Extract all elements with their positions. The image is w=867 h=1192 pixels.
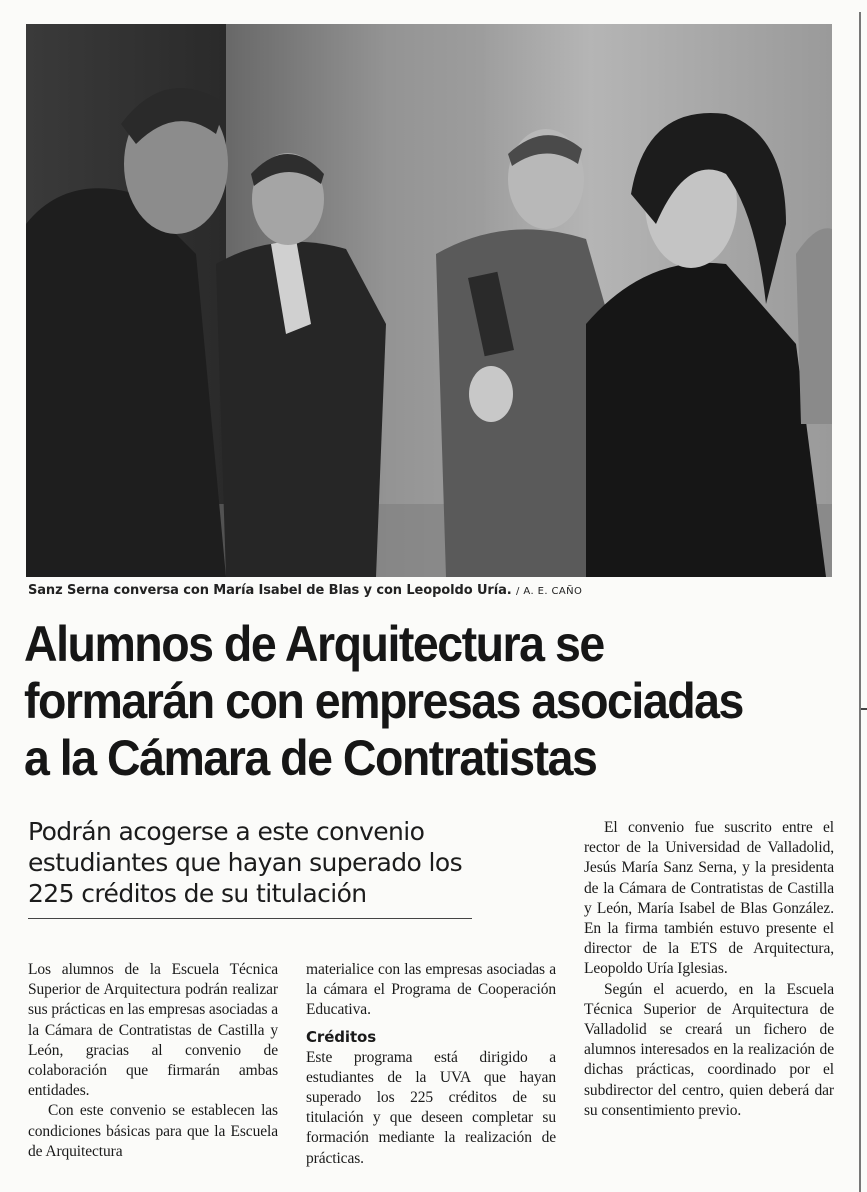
headline-line-3: a la Cámara de Contratistas bbox=[24, 730, 597, 786]
section-subtitle: Créditos bbox=[306, 1027, 377, 1046]
paragraph: Este programa está dirigido a estudiantes de la UVA que hayan superado los 225 créditos de su titulación y que deseen completar su formación mediante la realización de prácticas. bbox=[306, 1048, 556, 1167]
body-column-1 bbox=[28, 960, 278, 1162]
page-edge-tick bbox=[861, 708, 867, 710]
press-photo-icon bbox=[26, 24, 832, 577]
headline-line-1: Alumnos de Arquitectura se bbox=[24, 616, 604, 672]
subhead-divider bbox=[28, 918, 472, 919]
headline bbox=[24, 616, 787, 787]
subheadline bbox=[28, 816, 588, 909]
subhead-line-1: Podrán acogerse a este convenio bbox=[28, 817, 425, 846]
subhead-line-2: estudiantes que hayan superado los bbox=[28, 848, 462, 877]
paragraph: Según el acuerdo, en la Escuela Técnica Superior de Arquitectura de Valladolid se creará un fichero de alumnos interesados en la realización de dichas prácticas, coordinado por el subdirector del centro, quien deberá dar su consentimiento previo. bbox=[584, 980, 834, 1119]
paragraph: Con este convenio se establecen las condiciones básicas para que la Escuela de Arquitectura bbox=[28, 1102, 278, 1160]
subhead-line-3: 225 créditos de su titulación bbox=[28, 879, 367, 908]
photo-caption bbox=[28, 583, 828, 598]
photo-credit: / A. E. CAÑO bbox=[516, 586, 583, 597]
paragraph: Los alumnos de la Escuela Técnica Superior de Arquitectura podrán realizar sus prácticas en las empresas asociadas a la Cámara de Contratistas de Castilla y León, gracias al convenio de colaboración que firmarán ambas entidades. bbox=[28, 961, 278, 1100]
body-column-3 bbox=[584, 818, 834, 1121]
paragraph: El convenio fue suscrito entre el rector de la Universidad de Valladolid, Jesús María Sanz Serna, y la presidenta de la Cámara de Contratistas de Castilla y León, María Isabel de Blas González. En la firma también estuvo presente el director de la ETS de Arquitectura, Leopoldo Uría Iglesias. bbox=[584, 819, 834, 978]
news-photo bbox=[26, 24, 832, 577]
caption-text: Sanz Serna conversa con María Isabel de Blas y con Leopoldo Uría. bbox=[28, 583, 512, 598]
body-column-2 bbox=[306, 960, 556, 1169]
paragraph: materialice con las empresas asociadas a la cámara el Programa de Cooperación Educativa. bbox=[306, 961, 556, 1019]
page-edge-rule bbox=[859, 12, 861, 1192]
headline-line-2: formarán con empresas asociadas bbox=[24, 673, 743, 729]
